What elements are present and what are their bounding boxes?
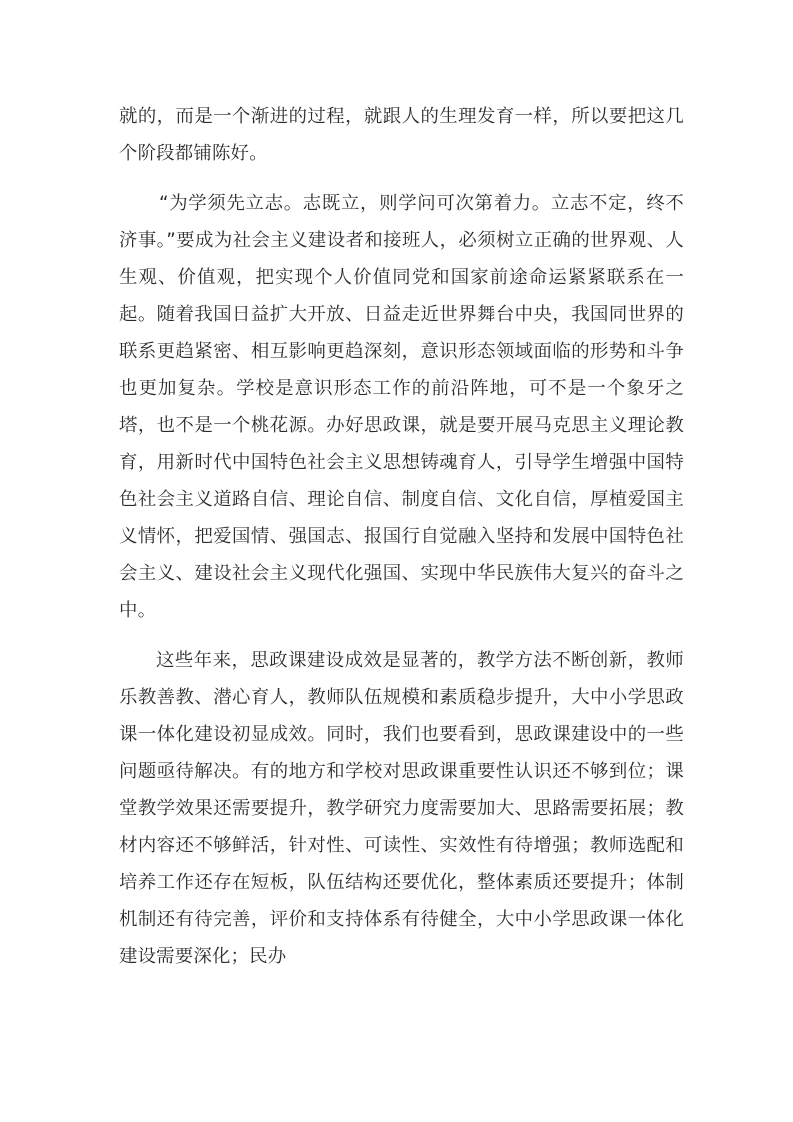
paragraph-achievements: 这些年来，思政课建设成效是显著的，教学方法不断创新，教师乐教善教、潜心育人，教师队伍规模和素质稳步提升，大中小学思政课一体化建设初显成效。同时，我们也要看到，思政课建设中的一些问题亟待解决。有的地方和学校对思政课重要性认识还不够到位；课堂教学效果还需要提升，教学研究力度需要加大、思路需要拓展；教材内容还不够鲜活，针对性、可读性、实效性有待增强；教师选配和培养工作还存在短板，队伍结构还要优化，整体素质还要提升；体制机制还有待完善，评价和支持体系有待健全，大中小学思政课一体化建设需要深化；民办 bbox=[119, 650, 684, 967]
paragraph-continuation: 就的，而是一个渐进的过程，就跟人的生理发育一样，所以要把这几个阶段都铺陈好。 bbox=[119, 106, 684, 164]
body-text bbox=[119, 98, 684, 975]
paragraph-aspiration: “为学须先立志。志既立，则学问可次第着力。立志不定，终不济事。”要成为社会主义建设者和接班人，必须树立正确的世界观、人生观、价值观，把实现个人价值同党和国家前途命运紧紧联系在一起。随着我国日益扩大开放、日益走近世界舞台中央，我国同世界的联系更趋紧密、相互影响更趋深刻，意识形态领域面临的形势和斗争也更加复杂。学校是意识形态工作的前沿阵地，可不是一个象牙之塔，也不是一个桃花源。办好思政课，就是要开展马克思主义理论教育，用新时代中国特色社会主义思想铸魂育人，引导学生增强中国特色社会主义道路自信、理论自信、制度自信、文化自信，厚植爱国主义情怀，把爱国情、强国志、报国行自觉融入坚持和发展中国特色社会主义、建设社会主义现代化强国、实现中华民族伟大复兴的奋斗之中。 bbox=[119, 193, 684, 621]
